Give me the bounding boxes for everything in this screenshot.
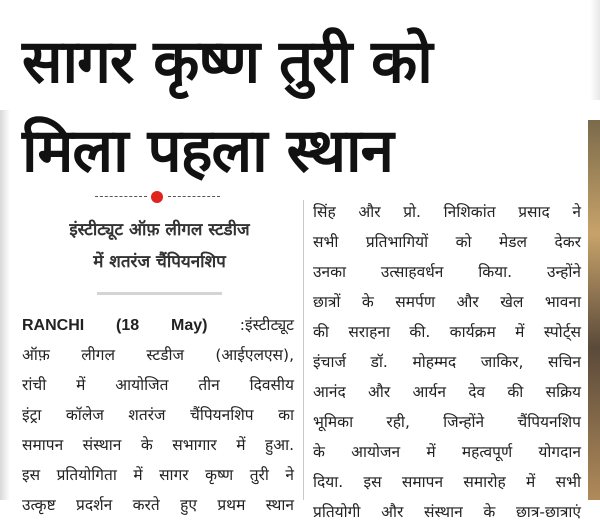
dateline: RANCHI (18 May)	[22, 317, 208, 334]
kicker-rule	[97, 292, 222, 295]
body-line: आनंद और आर्यन देव की सक्रिय	[313, 383, 581, 401]
body-line: के आयोजन में महत्वपूर्ण योगदान	[313, 443, 581, 461]
body-line: की सराहना की. कार्यक्रम में स्पोर्ट्स	[313, 323, 581, 341]
body-line: दिया. इस समापन समारोह में सभी	[313, 473, 581, 491]
body-line: छात्रों के समर्पण और खेल भावना	[313, 293, 581, 311]
body-line: ऑफ़ लीगल स्टडीज (आईएलएस),	[22, 346, 294, 364]
body-line: सभी प्रतिभागियों को मेडल देकर	[313, 233, 581, 251]
body-line: समापन संस्थान के सभागार में हुआ.	[22, 436, 294, 454]
article-body-left-column	[22, 310, 294, 520]
body-line: उनका उत्साहवर्धन किया. उन्होंने	[313, 263, 581, 281]
body-line: सिंह और प्रो. निशिकांत प्रसाद ने	[313, 203, 581, 221]
ornament-dash-right	[168, 196, 220, 198]
body-first-line-text: :इंस्टीट्यूट	[207, 316, 294, 334]
adjacent-page-edge	[590, 0, 600, 100]
article-body-right-column	[313, 197, 581, 527]
body-line: भूमिका रही, जिन्होंने चैंपियनशिप	[313, 413, 581, 431]
body-line: इस प्रतियोगिता में सागर कृष्ण तुरी ने	[22, 466, 294, 484]
ornament-dash-left	[95, 196, 147, 198]
kicker-line-1: इंस्टीट्यूट ऑफ़ लीगल स्टडीज	[69, 220, 250, 240]
headline-line-2: मिला पहला स्थान	[22, 116, 393, 186]
body-line	[22, 310, 294, 340]
body-line: रांची में आयोजित तीन दिवसीय	[22, 376, 294, 394]
body-line: इंट्रा कॉलेज शतरंज चैंपियनशिप का	[22, 406, 294, 424]
adjacent-photo-edge	[588, 120, 600, 500]
body-line: प्रतियोगी और संस्थान के छात्र-छात्राएं	[313, 503, 581, 521]
column-divider	[303, 200, 304, 500]
kicker-line-2: में शतरंज चैंपियनशिप	[93, 252, 226, 272]
red-dot-icon	[151, 191, 163, 203]
adjacent-column-edge	[0, 110, 10, 500]
headline-line-1: सागर कृष्ण तुरी को	[22, 27, 432, 97]
body-line: इंचार्ज डॉ. मोहम्मद जाकिर, सचिन	[313, 353, 581, 371]
kicker-ornament	[95, 190, 220, 204]
body-line: उत्कृष्ट प्रदर्शन करते हुए प्रथम स्थान	[22, 496, 294, 514]
